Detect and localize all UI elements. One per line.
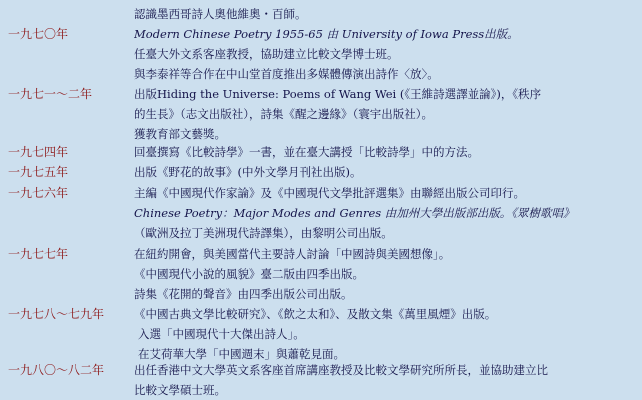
entry-line: 回臺撰寫《比較詩學》一書，並在臺大講授「比較詩學」中的方法。 [134,145,479,159]
entry-line: 出任香港中文大學英文系客座首席講座教授及比較文學研究所所長，並協助建立比 [134,363,548,377]
entry-year: 一九八〇～八二年 [8,363,105,377]
entry-line: 任臺大外文系客座教授，協助建立比較文學博士班。 [134,47,399,61]
entry-line: 的生長》（志文出版社），詩集《醒之邊緣》（寰宇出版社）。 [134,107,433,121]
entry-text [134,84,640,144]
entry-year: 一九七六年 [8,186,69,200]
entry-text [134,24,640,84]
entry-year: 一九七五年 [8,165,69,179]
entry-text [134,360,640,400]
entry-line: 獲教育部文藝獎。 [134,127,226,141]
entry-text [134,162,640,182]
entry-text [134,183,640,243]
entry-line: 比較文學碩士班。 [134,383,226,397]
entry-year: 一九七四年 [8,145,69,159]
entry-line: 出版Hiding the Universe: Poems of Wang Wei (《王維詩選譯並論》)，《秩序 [134,87,542,101]
entry-line: 出版《野花的故事》(中外文學月刊社出版)。 [134,165,362,179]
entry-year: 一九七一～二年 [8,87,93,101]
entry-line: 《中國古典文學比較研究》、《飲之太和》、及散文集《萬里風煙》出版。 [134,307,497,321]
entry-text [134,142,640,162]
entry-year: 一九七八～七九年 [8,307,105,321]
entry-line: Chinese Poetry：Major Modes and Genres 由加州大學出版部出版。《眾樹歌唱》 [134,206,575,220]
entry-line: 在紐約開會，與美國當代主要詩人討論「中國詩與美國想像」。 [134,247,451,261]
entry-year: 一九七〇年 [8,27,69,41]
entry-line: 與李泰祥等合作在中山堂首度推出多媒體傳演出詩作〈放〉。 [134,67,439,81]
entry-line: 詩集《花開的聲音》由四季出版公司出版。 [134,287,353,301]
entry-line: 在艾荷華大學「中國週末」與蕭乾見面。 [138,347,345,361]
entry-line: 《中國現代小說的風貌》臺二版由四季出版。 [134,267,364,281]
entry-line: 主編《中國現代作家論》及《中國現代文學批評選集》由聯經出版公司印行。 [134,186,525,200]
entry-line: 認識墨西哥詩人奧他維奧・百師。 [134,7,307,21]
entry-line: Modern Chinese Poetry 1955-65 由 University of Iowa Press出版。 [134,27,519,41]
entry-line: （歐洲及拉丁美洲現代詩譯集），由黎明公司出版。 [134,226,393,240]
entry-year: 一九七七年 [8,247,69,261]
entry-text [134,4,640,24]
entry-line: 入選「中國現代十大傑出詩人」。 [138,327,305,341]
entry-text [134,304,640,364]
entry-text [134,244,640,304]
